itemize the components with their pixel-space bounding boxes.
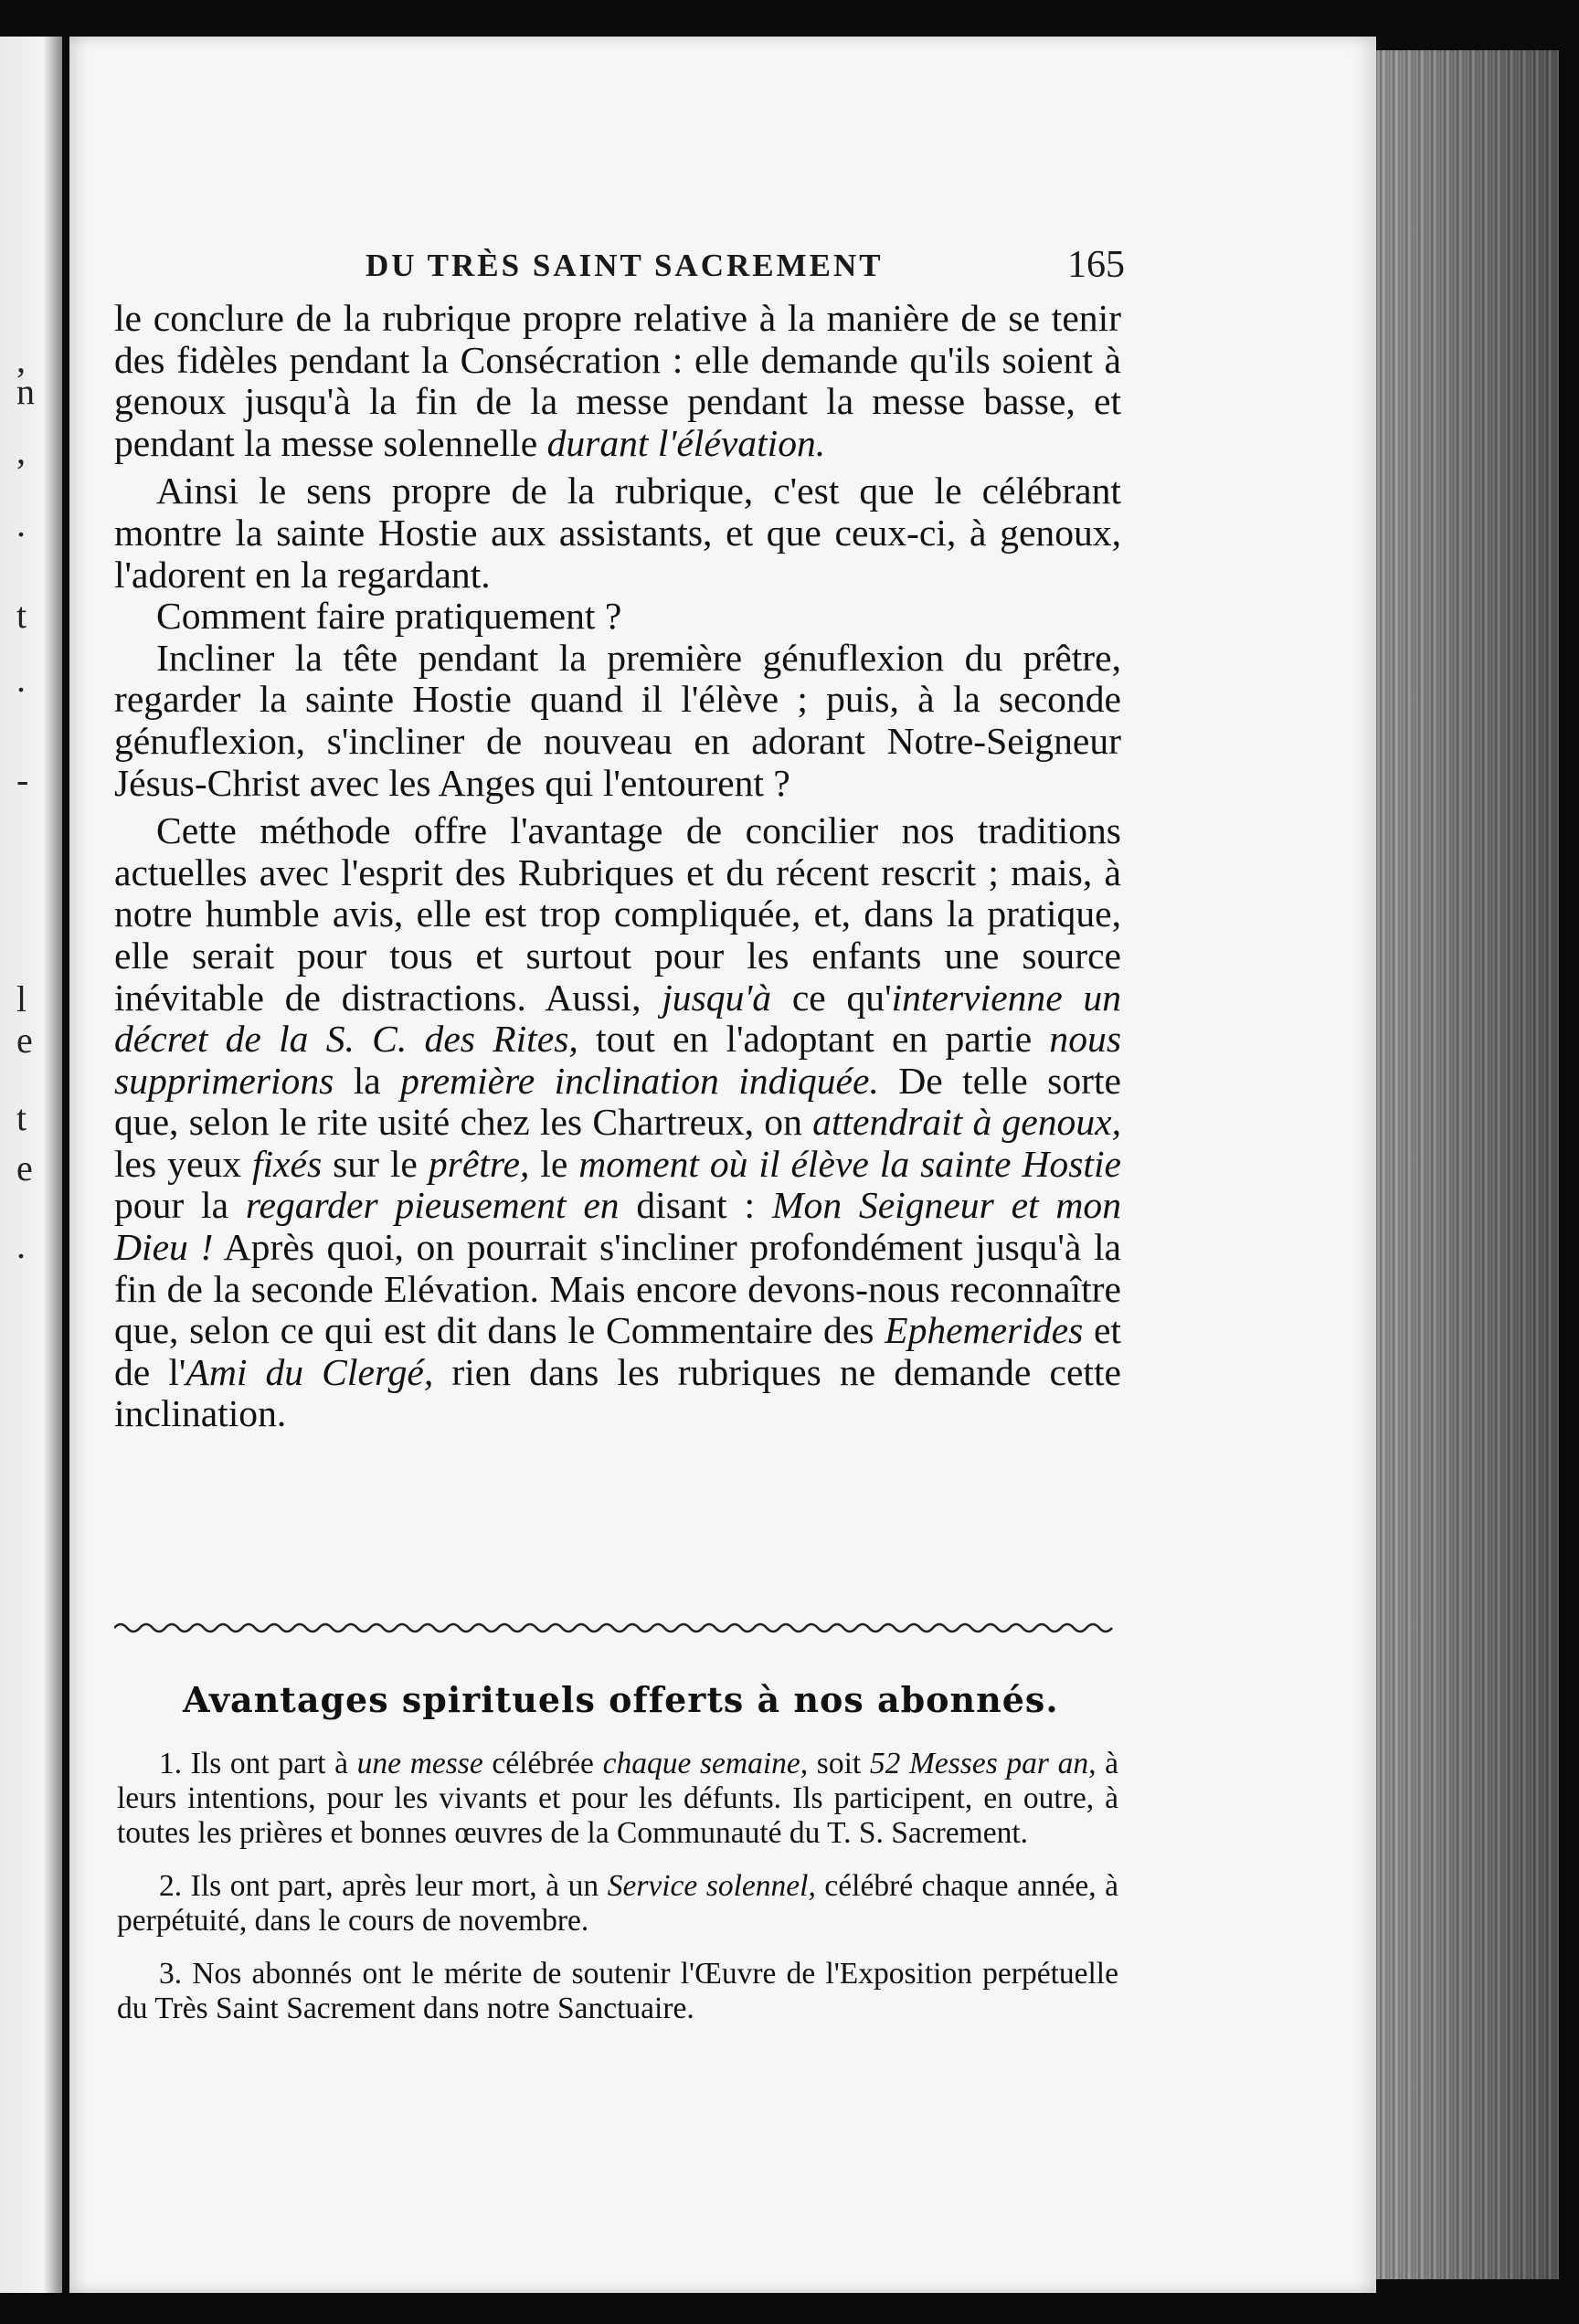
text-run: 1. Ils ont part à	[159, 1747, 357, 1780]
paragraph-3: Comment faire pratiquement ?	[156, 595, 622, 638]
notice-item-2	[117, 1869, 1118, 1938]
italic-run: prêtre,	[428, 1142, 530, 1185]
text-run: célébré chaque année, à perpétuité, dans le cours de novembre.	[117, 1869, 1118, 1938]
text-run: le conclure de la rubrique propre relative à la manière de se tenir des fidèles pendant la Consécration : elle demande qu'ils soient à genoux jusqu'à la fin de la messe pendant la messe basse, et pendant la messe solennelle	[114, 297, 1121, 464]
text-run: tout en l'adoptant en partie	[578, 1018, 1050, 1061]
page-number: 165	[1067, 244, 1125, 286]
text-run: pour la	[114, 1184, 246, 1227]
margin-fragment: -	[16, 759, 29, 800]
facing-page-edge	[0, 37, 62, 2293]
margin-fragment: e	[16, 1147, 33, 1188]
italic-run: chaque semaine,	[602, 1747, 809, 1780]
margin-fragment: .	[16, 503, 26, 544]
text-run: le	[529, 1142, 579, 1185]
italic-run: une messe	[356, 1747, 483, 1780]
text-run: célébrée	[482, 1747, 603, 1780]
italic-run: première inclination indiquée.	[400, 1059, 879, 1102]
text-run: disant :	[619, 1184, 772, 1227]
text-run: Cette méthode offre l'avantage de concilier nos traditions actuelles avec l'esprit des Rubriques et du récent rescrit ; mais, à notre humble avis, elle est trop compliquée, et, dans la pratique, elle serait pour tous et surtout pour les enfants une source inévitable de distractions. Aussi,	[114, 809, 1121, 1019]
text-run: 2. Ils ont part, après leur mort, à un	[159, 1869, 608, 1903]
italic-run: nous supprimerions	[114, 1018, 1121, 1102]
margin-fragment: t	[16, 1097, 27, 1138]
italic-run: attendrait à genoux,	[812, 1101, 1121, 1144]
margin-fragment: .	[16, 659, 26, 700]
running-head: DU TRÈS SAINT SACREMENT	[366, 248, 884, 283]
margin-fragment: l	[16, 978, 27, 1019]
text-run: la	[334, 1059, 401, 1102]
notice-item-3: 3. Nos abonnés ont le mérite de soutenir l'Œuvre de l'Exposition perpétuelle du Très Saint Sacrement dans notre Sanctuaire.	[117, 1957, 1118, 2025]
notice-item-1	[117, 1747, 1118, 1851]
italic-run: Mon Seigneur et mon Dieu !	[114, 1184, 1122, 1269]
margin-fragment: ,	[16, 339, 26, 380]
page-edges	[1376, 50, 1559, 2279]
italic-run: regarder pieusement en	[245, 1184, 620, 1227]
margin-fragment: ,	[16, 430, 26, 471]
paragraph-2: Ainsi le sens propre de la rubrique, c'est que le célébrant montre la sainte Hostie aux assistants, et que ceux-ci, à genoux, l'adorent en la regardant.	[114, 470, 1121, 596]
text-run: à leurs intentions, pour les vivants et pour les défunts. Ils participent, en outre, à toutes les prières et bonnes œuvres de la Communauté du T. S. Sacrement.	[117, 1747, 1119, 1850]
italic-run: fixés	[251, 1142, 323, 1185]
text-run: sur le	[322, 1142, 429, 1185]
margin-fragment: n	[16, 371, 35, 412]
text-run: et de l'	[114, 1309, 1121, 1393]
italic-run: Ephemerides	[885, 1309, 1084, 1352]
italic-run: intervienne un décret de la S. C. des Rites,	[114, 976, 1122, 1061]
text-run: les yeux	[114, 1142, 252, 1185]
notice-list	[117, 1747, 1118, 2044]
italic-run: Service solennel,	[607, 1869, 816, 1903]
paragraph-1	[114, 298, 1121, 464]
italic-run: Ami du Clergé,	[185, 1350, 434, 1393]
text-run: Après quoi, on pourrait s'incliner profondément jusqu'à la fin de la seconde Elévation. Mais encore devons-nous reconnaître que, selon ce qui est dit dans le Commentaire des	[114, 1226, 1122, 1352]
notice-title: Avantages spirituels offerts à nos abonnés.	[183, 1679, 1059, 1720]
wavy-divider	[114, 1619, 1114, 1637]
italic-run: durant l'élévation.	[546, 421, 826, 464]
paragraph-5	[114, 810, 1121, 1435]
margin-fragment: e	[16, 1019, 33, 1061]
text-run: ce qu'	[771, 976, 892, 1019]
text-run: rien dans les rubriques ne demande cette inclination.	[114, 1350, 1121, 1435]
paragraph-4: Incliner la tête pendant la première génuflexion du prêtre, regarder la sainte Hostie quand il l'élève ; puis, à la seconde génuflexion, s'incliner de nouveau en adorant Notre-Seigneur Jésus-Christ avec les Anges qui l'entourent ?	[114, 636, 1121, 804]
margin-fragment: t	[16, 595, 27, 636]
text-run: soit	[808, 1747, 870, 1780]
margin-fragment: .	[16, 1225, 26, 1266]
body-text	[114, 298, 1121, 1435]
text-run: De telle sorte que, selon le rite usité chez les Chartreux, on	[114, 1059, 1121, 1144]
italic-run: jusqu'à	[662, 976, 772, 1019]
italic-run: moment où il élève la sainte Hostie	[578, 1142, 1121, 1185]
italic-run: 52 Messes par an,	[869, 1747, 1097, 1780]
